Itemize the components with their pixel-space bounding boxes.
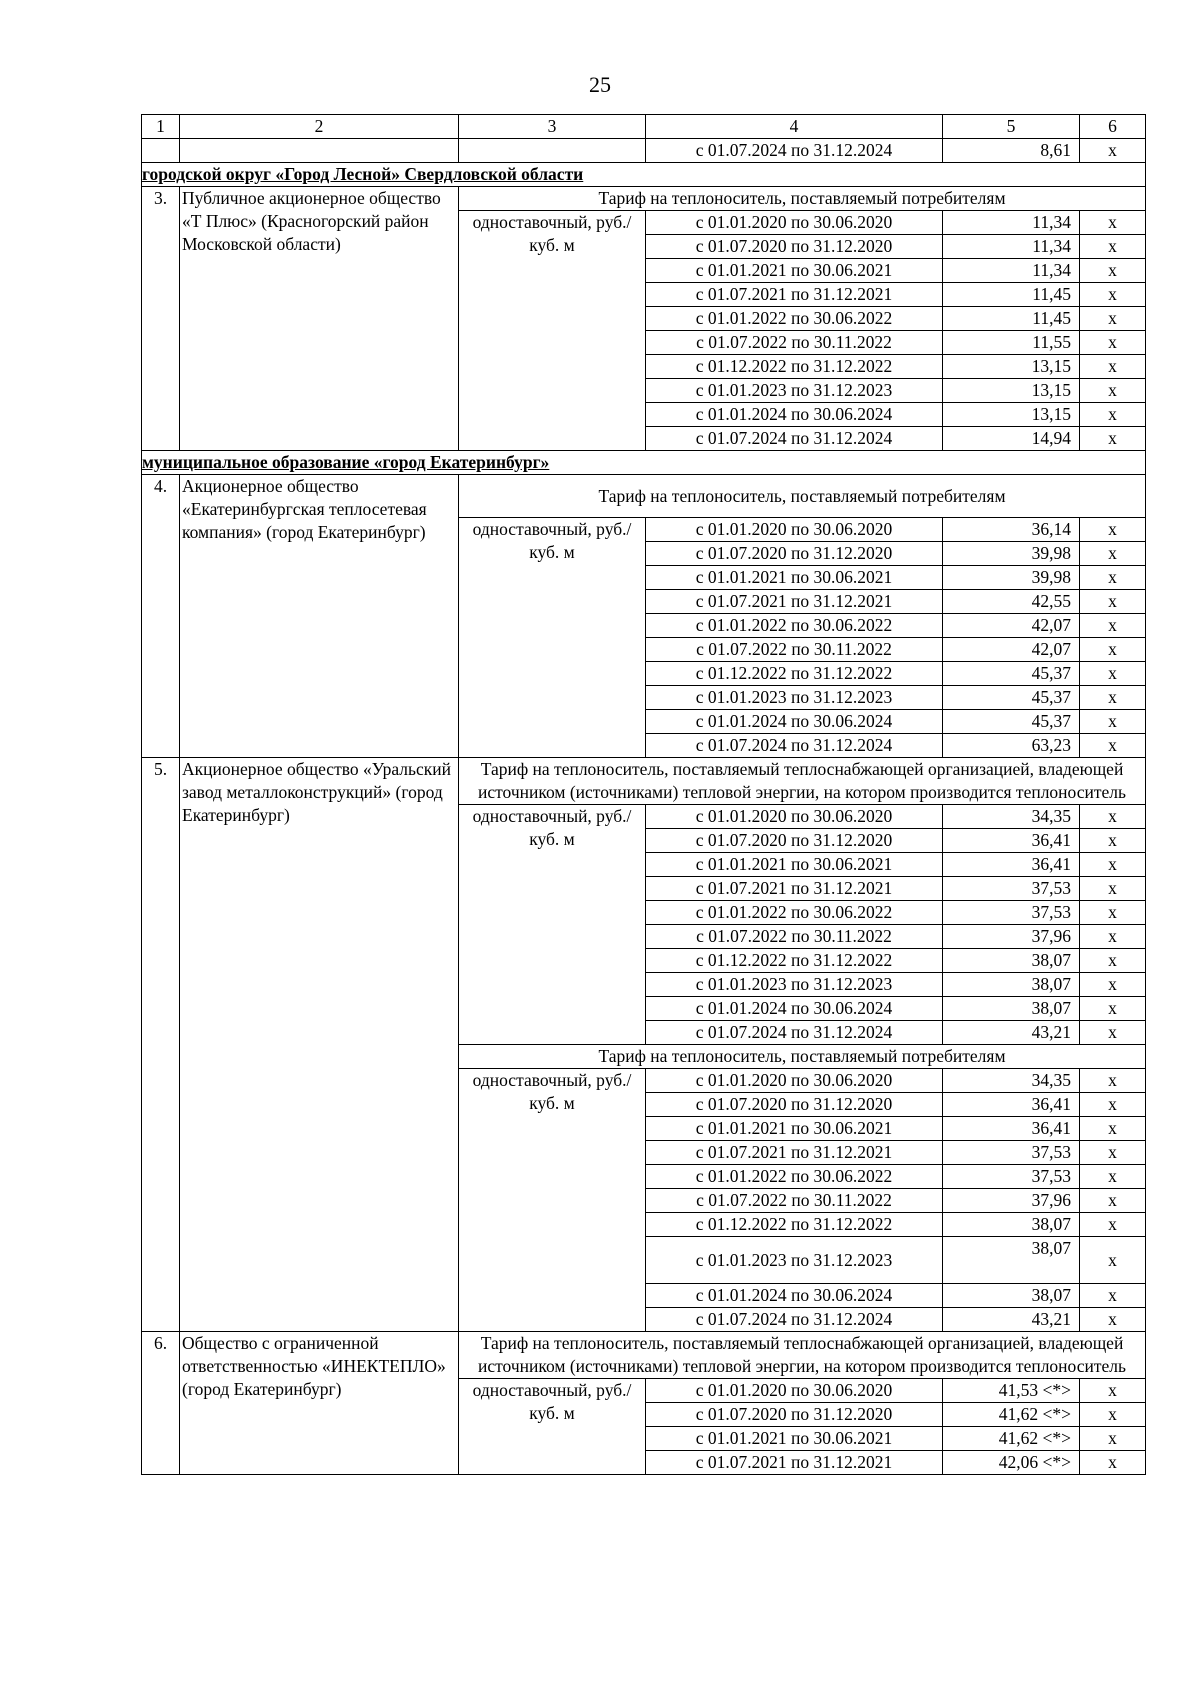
period-cell: с 01.07.2021 по 31.12.2021 [646, 1451, 943, 1475]
tariff-title-row [142, 475, 1146, 518]
period-cell: с 01.01.2020 по 30.06.2020 [646, 1379, 943, 1403]
tariff-title: Тариф на теплоноситель, поставляемый теплоснабжающей организацией, владеющей источником (источниками) тепловой энергии, на котором производится теплоноситель [459, 1332, 1146, 1379]
mark-cell: x [1080, 973, 1146, 997]
period-cell: с 01.01.2023 по 31.12.2023 [646, 1237, 943, 1284]
mark-cell: x [1080, 1117, 1146, 1141]
value-cell: 42,55 [943, 590, 1080, 614]
period-cell: с 01.07.2021 по 31.12.2021 [646, 1141, 943, 1165]
tariff-type: одноставочный, руб./куб. м [459, 1069, 646, 1332]
mark-cell: x [1080, 307, 1146, 331]
tariff-table [141, 114, 1146, 1475]
value-cell: 41,53 <*> [943, 1379, 1080, 1403]
value-cell: 13,15 [943, 403, 1080, 427]
period-cell: с 01.12.2022 по 31.12.2022 [646, 662, 943, 686]
period-cell: с 01.07.2022 по 30.11.2022 [646, 925, 943, 949]
mark-cell: x [1080, 662, 1146, 686]
period-cell: с 01.07.2020 по 31.12.2020 [646, 542, 943, 566]
mark-cell: x [1080, 1165, 1146, 1189]
value-cell: 11,34 [943, 235, 1080, 259]
value-cell: 34,35 [943, 1069, 1080, 1093]
column-number-row [142, 115, 1146, 139]
mark-cell: x [1080, 997, 1146, 1021]
tariff-title: Тариф на теплоноситель, поставляемый потребителям [459, 187, 1146, 211]
mark-cell: x [1080, 403, 1146, 427]
tariff-title-row [142, 187, 1146, 211]
value-cell: 43,21 [943, 1021, 1080, 1045]
period-cell: с 01.01.2020 по 30.06.2020 [646, 805, 943, 829]
value-cell: 43,21 [943, 1308, 1080, 1332]
value-cell: 42,07 [943, 638, 1080, 662]
value-cell: 41,62 <*> [943, 1427, 1080, 1451]
period-cell: с 01.07.2021 по 31.12.2021 [646, 283, 943, 307]
mark-cell: x [1080, 734, 1146, 758]
value-cell: 38,07 [943, 1213, 1080, 1237]
period-cell: с 01.01.2024 по 30.06.2024 [646, 997, 943, 1021]
value-cell: 14,94 [943, 427, 1080, 451]
value-cell: 36,41 [943, 829, 1080, 853]
mark-cell: x [1080, 1308, 1146, 1332]
mark-cell: x [1080, 949, 1146, 973]
tariff-title: Тариф на теплоноситель, поставляемый потребителям [459, 1045, 1146, 1069]
org-number: 3. [142, 187, 180, 451]
tariff-title: Тариф на теплоноситель, поставляемый потребителям [459, 475, 1146, 518]
period-cell: с 01.01.2023 по 31.12.2023 [646, 973, 943, 997]
period-cell: с 01.01.2021 по 30.06.2021 [646, 853, 943, 877]
value-cell: 42,06 <*> [943, 1451, 1080, 1475]
value-cell: 11,34 [943, 211, 1080, 235]
value-cell: 41,62 <*> [943, 1403, 1080, 1427]
org-number: 5. [142, 758, 180, 1332]
value-cell: 11,55 [943, 331, 1080, 355]
page-number: 25 [589, 72, 611, 97]
mark-cell: x [1080, 211, 1146, 235]
column-number: 4 [646, 115, 943, 139]
column-number: 5 [943, 115, 1080, 139]
column-number: 2 [180, 115, 459, 139]
value-cell: 11,34 [943, 259, 1080, 283]
section-heading-row [142, 163, 1146, 187]
value-cell: 36,41 [943, 1093, 1080, 1117]
value-cell: 63,23 [943, 734, 1080, 758]
org-name: Общество с ограниченной ответственностью «ИНЕКТЕПЛО» (город Екатеринбург) [180, 1332, 459, 1475]
mark-cell: x [1080, 1403, 1146, 1427]
tariff-type: одноставочный, руб./куб. м [459, 805, 646, 1045]
mark-cell: x [1080, 853, 1146, 877]
mark-cell: x [1080, 1427, 1146, 1451]
mark-cell: x [1080, 638, 1146, 662]
value-cell: 39,98 [943, 542, 1080, 566]
value-cell: 38,07 [943, 1284, 1080, 1308]
value-cell: 11,45 [943, 307, 1080, 331]
period-cell: с 01.01.2024 по 30.06.2024 [646, 403, 943, 427]
period-cell: с 01.01.2021 по 30.06.2021 [646, 1427, 943, 1451]
column-number: 6 [1080, 115, 1146, 139]
period-cell: с 01.07.2022 по 30.11.2022 [646, 331, 943, 355]
period-cell: с 01.07.2024 по 31.12.2024 [646, 1021, 943, 1045]
period-cell: с 01.07.2022 по 30.11.2022 [646, 1189, 943, 1213]
value-cell: 11,45 [943, 283, 1080, 307]
period-cell: с 01.07.2024 по 31.12.2024 [646, 139, 943, 163]
period-cell: с 01.01.2020 по 30.06.2020 [646, 1069, 943, 1093]
period-cell: с 01.01.2022 по 30.06.2022 [646, 307, 943, 331]
mark-cell: x [1080, 877, 1146, 901]
mark-cell: x [1080, 1189, 1146, 1213]
period-cell: с 01.01.2022 по 30.06.2022 [646, 901, 943, 925]
mark-cell: x [1080, 542, 1146, 566]
period-cell: с 01.01.2021 по 30.06.2021 [646, 259, 943, 283]
period-cell: с 01.01.2021 по 30.06.2021 [646, 566, 943, 590]
value-cell: 38,07 [943, 1237, 1080, 1284]
tariff-title-row [142, 758, 1146, 805]
period-cell: с 01.01.2022 по 30.06.2022 [646, 1165, 943, 1189]
value-cell: 37,53 [943, 901, 1080, 925]
value-cell: 36,14 [943, 518, 1080, 542]
org-number: 4. [142, 475, 180, 758]
section-heading: городской округ «Город Лесной» Свердловской области [142, 163, 1146, 187]
org-name: Публичное акционерное общество «Т Плюс» (Красногорский район Московской области) [180, 187, 459, 451]
org-name: Акционерное общество «Екатеринбургская теплосетевая компания» (город Екатеринбург) [180, 475, 459, 758]
empty-cell [180, 139, 459, 163]
period-cell: с 01.07.2024 по 31.12.2024 [646, 734, 943, 758]
period-cell: с 01.12.2022 по 31.12.2022 [646, 949, 943, 973]
mark-cell: x [1080, 1021, 1146, 1045]
mark-cell: x [1080, 1213, 1146, 1237]
mark-cell: x [1080, 686, 1146, 710]
period-cell: с 01.01.2020 по 30.06.2020 [646, 518, 943, 542]
mark-cell: x [1080, 331, 1146, 355]
value-cell: 37,96 [943, 925, 1080, 949]
org-number: 6. [142, 1332, 180, 1475]
value-cell: 13,15 [943, 355, 1080, 379]
column-number: 1 [142, 115, 180, 139]
mark-cell: x [1080, 283, 1146, 307]
value-cell: 39,98 [943, 566, 1080, 590]
value-cell: 38,07 [943, 949, 1080, 973]
value-cell: 45,37 [943, 686, 1080, 710]
period-cell: с 01.07.2021 по 31.12.2021 [646, 877, 943, 901]
value-cell: 42,07 [943, 614, 1080, 638]
mark-cell: x [1080, 829, 1146, 853]
mark-cell: x [1080, 1141, 1146, 1165]
mark-cell: x [1080, 235, 1146, 259]
mark-cell: x [1080, 590, 1146, 614]
period-cell: с 01.07.2020 по 31.12.2020 [646, 1093, 943, 1117]
tariff-title-row [142, 1332, 1146, 1379]
mark-cell: x [1080, 925, 1146, 949]
period-cell: с 01.07.2021 по 31.12.2021 [646, 590, 943, 614]
mark-cell: x [1080, 566, 1146, 590]
mark-cell: x [1080, 901, 1146, 925]
value-cell: 45,37 [943, 710, 1080, 734]
value-cell: 38,07 [943, 973, 1080, 997]
tariff-type: одноставочный, руб./куб. м [459, 1379, 646, 1475]
mark-cell: x [1080, 805, 1146, 829]
period-cell: с 01.01.2024 по 30.06.2024 [646, 1284, 943, 1308]
mark-cell: x [1080, 1069, 1146, 1093]
mark-cell: x [1080, 1451, 1146, 1475]
value-cell: 37,96 [943, 1189, 1080, 1213]
period-cell: с 01.12.2022 по 31.12.2022 [646, 1213, 943, 1237]
mark-cell: x [1080, 259, 1146, 283]
section-heading: муниципальное образование «город Екатеринбург» [142, 451, 1146, 475]
period-cell: с 01.07.2022 по 30.11.2022 [646, 638, 943, 662]
value-cell: 45,37 [943, 662, 1080, 686]
value-cell: 8,61 [943, 139, 1080, 163]
empty-cell [459, 139, 646, 163]
period-cell: с 01.07.2020 по 31.12.2020 [646, 235, 943, 259]
period-cell: с 01.07.2020 по 31.12.2020 [646, 829, 943, 853]
mark-cell: x [1080, 355, 1146, 379]
value-cell: 38,07 [943, 997, 1080, 1021]
period-cell: с 01.01.2023 по 31.12.2023 [646, 379, 943, 403]
mark-cell: x [1080, 1284, 1146, 1308]
table-row [142, 139, 1146, 163]
mark-cell: x [1080, 1237, 1146, 1284]
mark-cell: x [1080, 139, 1146, 163]
period-cell: с 01.01.2020 по 30.06.2020 [646, 211, 943, 235]
mark-cell: x [1080, 1093, 1146, 1117]
period-cell: с 01.07.2020 по 31.12.2020 [646, 1403, 943, 1427]
mark-cell: x [1080, 614, 1146, 638]
value-cell: 36,41 [943, 1117, 1080, 1141]
mark-cell: x [1080, 1379, 1146, 1403]
period-cell: с 01.01.2024 по 30.06.2024 [646, 710, 943, 734]
period-cell: с 01.01.2021 по 30.06.2021 [646, 1117, 943, 1141]
period-cell: с 01.07.2024 по 31.12.2024 [646, 427, 943, 451]
tariff-title: Тариф на теплоноситель, поставляемый теплоснабжающей организацией, владеющей источником (источниками) тепловой энергии, на котором производится теплоноситель [459, 758, 1146, 805]
mark-cell: x [1080, 427, 1146, 451]
mark-cell: x [1080, 518, 1146, 542]
mark-cell: x [1080, 379, 1146, 403]
period-cell: с 01.01.2023 по 31.12.2023 [646, 686, 943, 710]
period-cell: с 01.01.2022 по 30.06.2022 [646, 614, 943, 638]
value-cell: 37,53 [943, 877, 1080, 901]
value-cell: 37,53 [943, 1165, 1080, 1189]
period-cell: с 01.12.2022 по 31.12.2022 [646, 355, 943, 379]
column-number: 3 [459, 115, 646, 139]
tariff-type: одноставочный, руб./куб. м [459, 211, 646, 451]
org-name: Акционерное общество «Уральский завод металлоконструкций» (город Екатеринбург) [180, 758, 459, 1332]
section-heading-row [142, 451, 1146, 475]
empty-cell [142, 139, 180, 163]
period-cell: с 01.07.2024 по 31.12.2024 [646, 1308, 943, 1332]
value-cell: 34,35 [943, 805, 1080, 829]
value-cell: 13,15 [943, 379, 1080, 403]
tariff-table-body [142, 115, 1146, 1475]
mark-cell: x [1080, 710, 1146, 734]
tariff-type: одноставочный, руб./куб. м [459, 518, 646, 758]
value-cell: 36,41 [943, 853, 1080, 877]
value-cell: 37,53 [943, 1141, 1080, 1165]
